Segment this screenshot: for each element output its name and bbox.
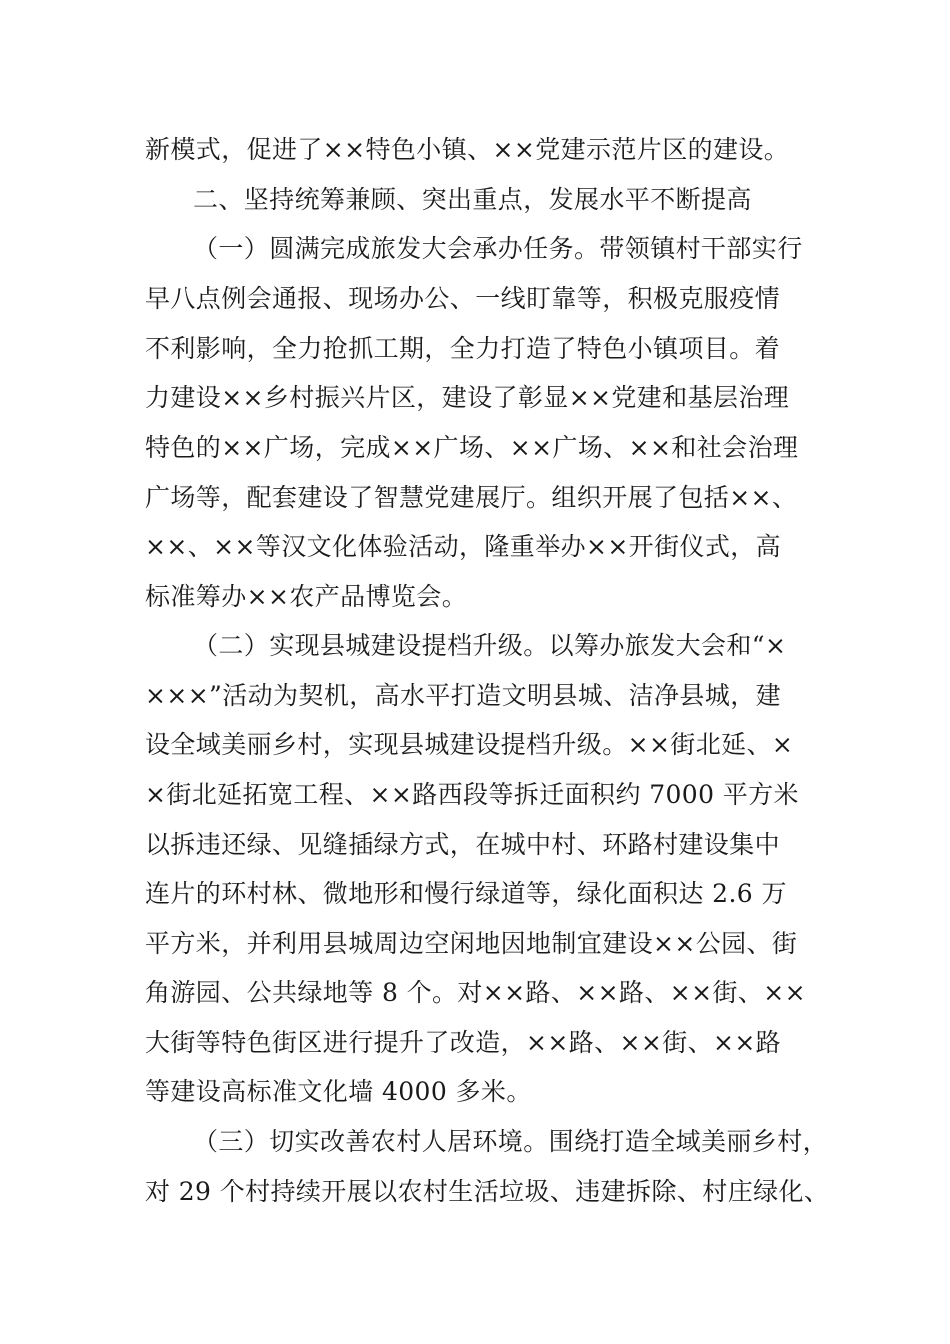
paragraph-line: 力建设××乡村振兴片区，建设了彰显××党建和基层治理 <box>145 383 790 412</box>
paragraph-line: ×街北延拓宽工程、××路西段等拆迁面积约 7000 平方米 <box>145 780 799 809</box>
paragraph-line: 大街等特色街区进行提升了改造，××路、××街、××路 <box>145 1028 782 1057</box>
paragraph-line: 新模式，促进了××特色小镇、××党建示范片区的建设。 <box>145 135 790 164</box>
paragraph-line: 平方米，并利用县城周边空闲地因地制宜建设××公园、街 <box>145 929 798 958</box>
paragraph-line: 对 29 个村持续开展以农村生活垃圾、违建拆除、村庄绿化、 <box>145 1177 830 1206</box>
paragraph-line: 早八点例会通报、现场办公、一线盯靠等，积极克服疫情 <box>145 284 781 313</box>
paragraph-line: （三）切实改善农村人居环境。围绕打造全域美丽乡村， <box>193 1127 829 1156</box>
paragraph-line: 特色的××广场，完成××广场、××广场、××和社会治理 <box>145 433 799 462</box>
paragraph-line: 以拆违还绿、见缝插绿方式，在城中村、环路村建设集中 <box>145 830 781 859</box>
paragraph-line: ×××”活动为契机，高水平打造文明县城、洁净县城，建 <box>145 681 782 710</box>
paragraph-line: 标准筹办××农产品博览会。 <box>145 582 468 611</box>
paragraph-line: 连片的环村林、微地形和慢行绿道等，绿化面积达 2.6 万 <box>145 879 787 908</box>
paragraph-line: （二）实现县城建设提档升级。以筹办旅发大会和“× <box>193 631 787 660</box>
paragraph-line: 角游园、公共绿地等 8 个。对××路、××路、××街、×× <box>145 978 806 1007</box>
paragraph-line: 等建设高标准文化墙 4000 多米。 <box>145 1077 532 1106</box>
paragraph-line: 设全域美丽乡村，实现县城建设提档升级。××街北延、× <box>145 730 794 759</box>
paragraph-line: ××、××等汉文化体验活动，隆重举办××开街仪式，高 <box>145 532 782 561</box>
section-heading: 二、坚持统筹兼顾、突出重点，发展水平不断提高 <box>193 185 752 214</box>
paragraph-line: 广场等，配套建设了智慧党建展厅。组织开展了包括××、 <box>145 483 798 512</box>
paragraph-line: （一）圆满完成旅发大会承办任务。带领镇村干部实行 <box>193 234 803 263</box>
paragraph-line: 不利影响，全力抢抓工期，全力打造了特色小镇项目。着 <box>145 334 781 363</box>
